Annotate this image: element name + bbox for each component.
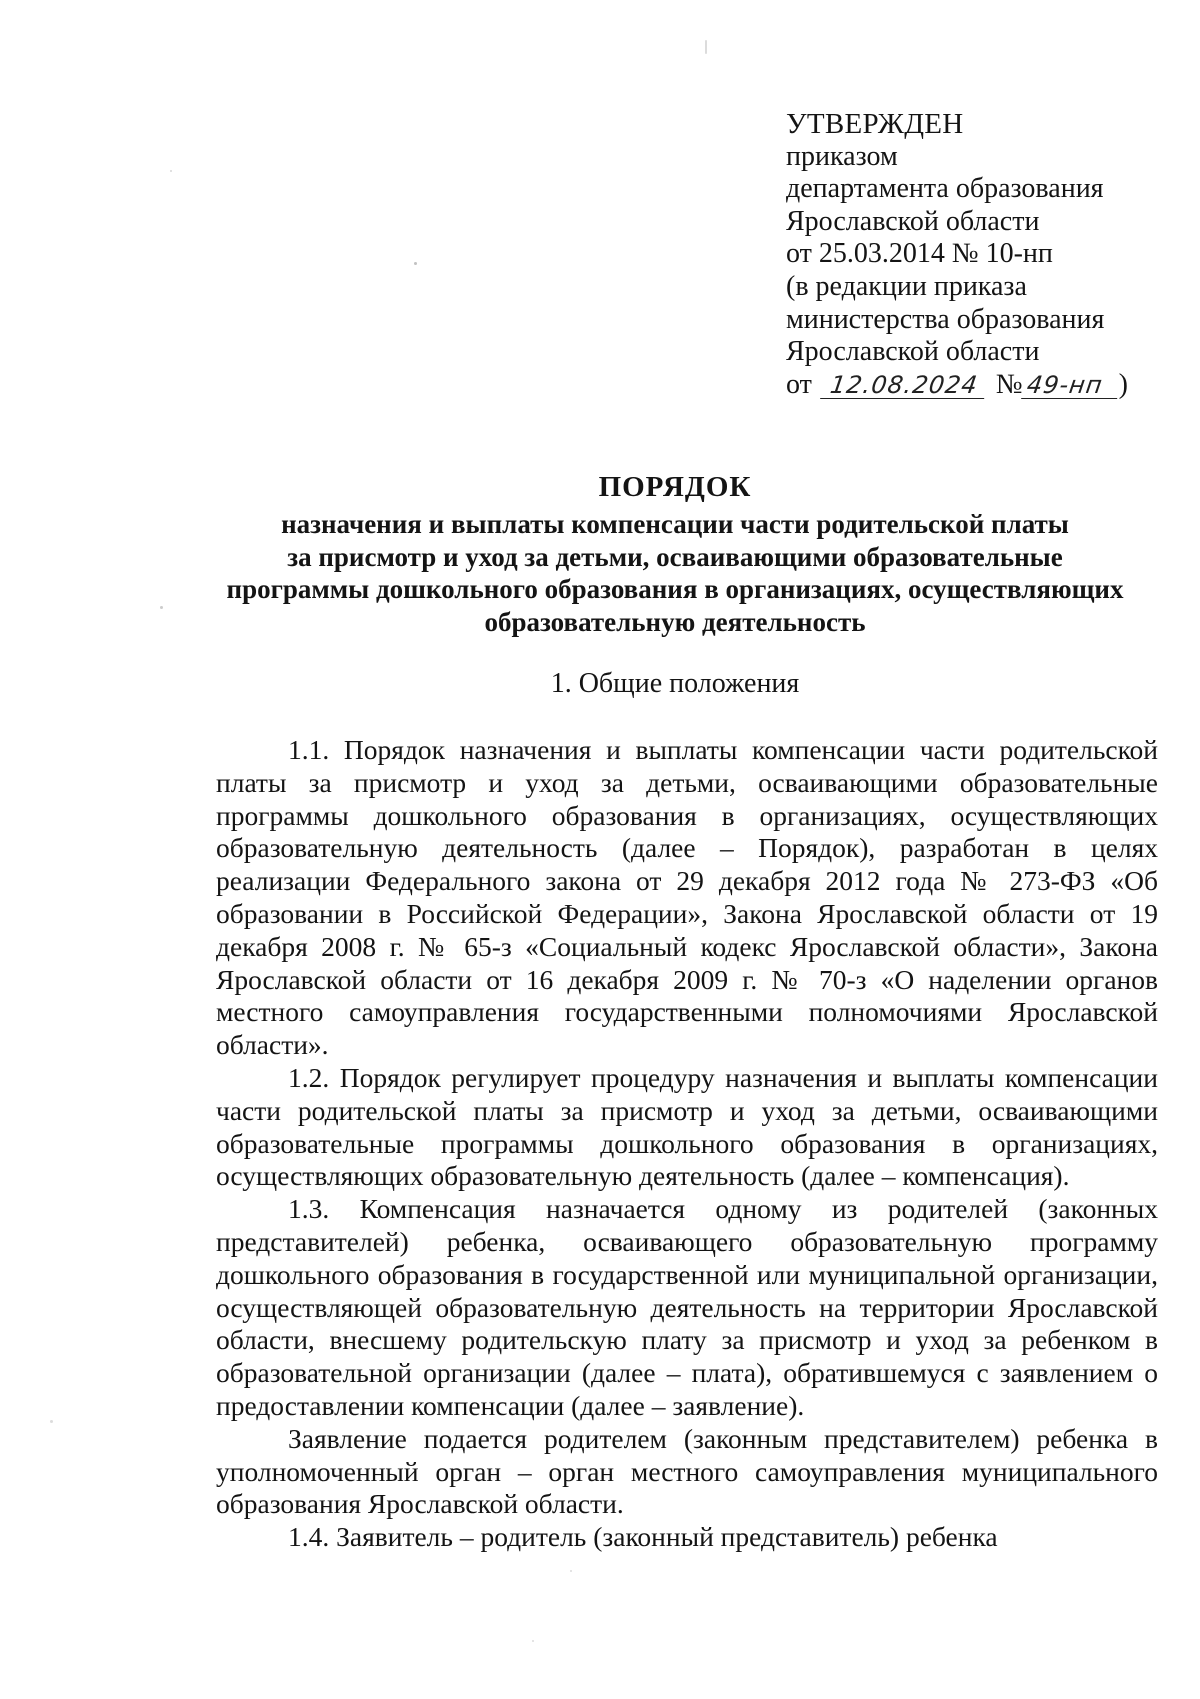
subtitle-line: назначения и выплаты компенсации части родительской платы [281,509,1069,539]
handwritten-date: 12.08.2024 [820,372,988,399]
scan-speck [170,170,172,172]
approval-line: приказом [786,140,898,172]
scan-speck [705,40,707,54]
paragraph: 1.2. Порядок регулирует процедуру назначения и выплаты компенсации части родительской платы за присмотр и уход за детьми, осваивающими образовательные программы дошкольного образования в организациях, осуществляющих образовательную деятельность (далее – компенсация). [216,1061,1158,1192]
subtitle-line: программы дошкольного образования в организациях, осуществляющих [226,574,1124,604]
approval-stamp-block [786,108,1166,401]
closing-paren: ) [1118,368,1128,400]
handwritten-number: 49-нп [1021,372,1121,399]
approval-line: Ярославской области [786,205,1040,237]
approval-date-prefix: от [786,368,812,400]
document-body [216,734,1158,1554]
approval-line: Ярославской области [786,336,1040,368]
number-sign: № [995,368,1023,400]
paragraph: 1.1. Порядок назначения и выплаты компенсации части родительской платы за присмотр и уход за детьми, осваивающими образовательные программы дошкольного образования в организациях, осуществляющих образовательную деятельность (далее – Порядок), разработан в целях реализации Федерального закона от 29 декабря 2012 года № 273-ФЗ «Об образовании в Российской Федерации», Закона Ярославской области от 19 декабря 2008 г. № 65-з «Социальный кодекс Ярославской области», Закона Ярославской области от 16 декабря 2009 г. № 70-з «О наделении органов местного самоуправления государственными полномочиями Ярославской области». [216,734,1158,1061]
document-subtitle [200,508,1150,638]
scan-speck [50,1420,53,1423]
paragraph: 1.3. Компенсация назначается одному из родителей (законных представителей) ребенка, осваивающего образовательную программу дошкольного образования в государственной или муниципальной организации, осуществляющей образовательную деятельность на территории Ярославской области, внесшему родительскую плату за присмотр и уход за ребенком в образовательной организации (далее – плата), обратившемуся с заявлением о предоставлении компенсации (далее – заявление). [216,1193,1158,1421]
scan-speck [160,606,163,609]
approval-line: департамента образования [786,173,1104,205]
paragraph: Заявление подается родителем (законным представителем) ребенка в уполномоченный орган – орган местного самоуправления муниципального образования Ярославской области. [216,1422,1158,1520]
approval-heading: УТВЕРЖДЕН [786,108,964,140]
document-title: ПОРЯДОК [598,471,752,503]
approval-line: министерства образования [786,303,1105,335]
paragraph: 1.4. Заявитель – родитель (законный представитель) ребенка [288,1521,998,1553]
subtitle-line: образовательную деятельность [484,606,866,637]
scan-speck [532,1640,534,1642]
approval-line: (в редакции приказа [786,270,1027,302]
section-heading: 1. Общие положения [550,668,800,699]
scan-speck [414,262,417,265]
scan-speck [570,1570,572,1572]
subtitle-line: за присмотр и уход за детьми, осваивающими образовательные [287,541,1063,572]
document-title-block [200,470,1150,638]
approval-line: от 25.03.2014 № 10-нп [786,238,1053,270]
approval-date-number-line [786,369,1166,402]
